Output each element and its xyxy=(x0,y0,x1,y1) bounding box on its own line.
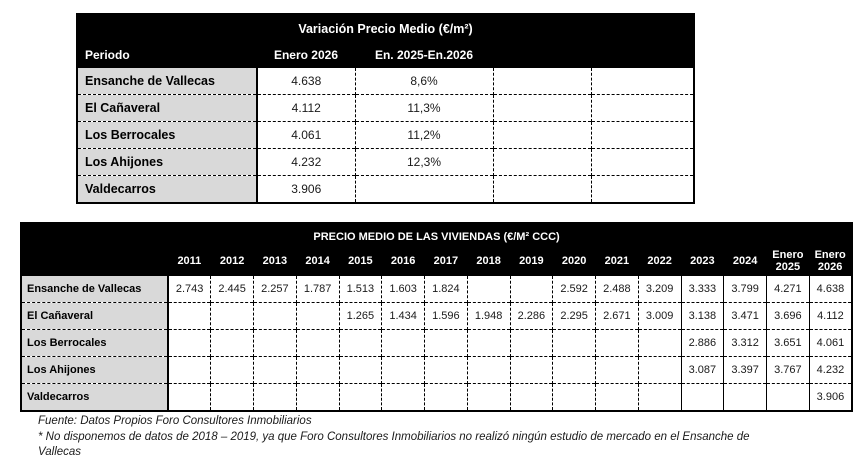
cell-value xyxy=(425,384,468,412)
cell-value xyxy=(767,384,810,412)
year-header: 2024 xyxy=(724,249,767,276)
year-header: 2013 xyxy=(254,249,297,276)
year-header: 2012 xyxy=(211,249,254,276)
cell-value: 2.257 xyxy=(254,276,297,303)
year-header: 2016 xyxy=(382,249,425,276)
row-label: Valdecarros xyxy=(77,176,257,204)
cell-value xyxy=(254,384,297,412)
cell-value xyxy=(553,357,596,384)
cell-value xyxy=(510,357,553,384)
row-label: Valdecarros xyxy=(21,384,168,412)
cell-value xyxy=(467,357,510,384)
cell-value: 4.638 xyxy=(257,68,355,95)
cell-value xyxy=(493,149,591,176)
cell-value: 1.787 xyxy=(296,276,339,303)
cell-value: 3.209 xyxy=(638,276,681,303)
cell-value: 1.513 xyxy=(339,276,382,303)
cell-value xyxy=(168,330,211,357)
cell-value: 4.271 xyxy=(767,276,810,303)
year-header: 2018 xyxy=(467,249,510,276)
row-label: Los Ahijones xyxy=(77,149,257,176)
cell-value xyxy=(596,384,639,412)
cell-value xyxy=(254,303,297,330)
table2-year-header-row xyxy=(21,249,852,276)
cell-value xyxy=(596,330,639,357)
table-row xyxy=(77,176,694,204)
footnote-block xyxy=(38,414,790,461)
year-header: 2023 xyxy=(681,249,724,276)
cell-value xyxy=(382,357,425,384)
cell-value xyxy=(254,357,297,384)
note-line: * No disponemos de datos de 2018 – 2019, ya que Foro Consultores Inmobiliarios no realizó ningún estudio de mercado en el Ensanche de Vallecas xyxy=(38,430,750,459)
cell-value xyxy=(591,95,694,122)
cell-value: 11,3% xyxy=(355,95,493,122)
cell-value xyxy=(168,384,211,412)
cell-value xyxy=(638,384,681,412)
cell-value xyxy=(296,357,339,384)
table1-col-variacion: En. 2025-En.2026 xyxy=(355,42,493,68)
cell-value: 4.638 xyxy=(809,276,852,303)
cell-value: 4.232 xyxy=(809,357,852,384)
cell-value xyxy=(493,122,591,149)
year-header: Enero 2026 xyxy=(809,249,852,276)
cell-value: 2.295 xyxy=(553,303,596,330)
cell-value xyxy=(553,384,596,412)
table-row xyxy=(21,276,852,303)
table-row xyxy=(21,303,852,330)
precio-medio-table xyxy=(20,222,853,412)
table1-title-row xyxy=(77,14,694,42)
cell-value: 3.906 xyxy=(257,176,355,204)
year-header: Enero 2025 xyxy=(767,249,810,276)
cell-value: 8,6% xyxy=(355,68,493,95)
cell-value xyxy=(596,357,639,384)
table-row xyxy=(77,149,694,176)
cell-value xyxy=(553,330,596,357)
cell-value xyxy=(339,384,382,412)
cell-value xyxy=(211,357,254,384)
cell-value xyxy=(638,330,681,357)
cell-value xyxy=(382,330,425,357)
cell-value xyxy=(467,276,510,303)
cell-value xyxy=(591,68,694,95)
row-label: Ensanche de Vallecas xyxy=(77,68,257,95)
table2-corner-cell xyxy=(21,249,168,276)
cell-value xyxy=(211,330,254,357)
table1-col-periodo: Periodo xyxy=(77,42,257,68)
cell-value: 11,2% xyxy=(355,122,493,149)
cell-value: 3.087 xyxy=(681,357,724,384)
cell-value: 4.061 xyxy=(257,122,355,149)
cell-value xyxy=(493,68,591,95)
table-row xyxy=(77,68,694,95)
row-label: Los Berrocales xyxy=(77,122,257,149)
cell-value: 1.434 xyxy=(382,303,425,330)
table2-title: PRECIO MEDIO DE LAS VIVIENDAS (€/M² CCC) xyxy=(21,223,852,249)
row-label: Ensanche de Vallecas xyxy=(21,276,168,303)
cell-value: 12,3% xyxy=(355,149,493,176)
table-row xyxy=(21,330,852,357)
cell-value: 3.767 xyxy=(767,357,810,384)
year-header: 2020 xyxy=(553,249,596,276)
cell-value: 3.333 xyxy=(681,276,724,303)
cell-value xyxy=(211,303,254,330)
cell-value: 1.948 xyxy=(467,303,510,330)
cell-value: 2.886 xyxy=(681,330,724,357)
cell-value: 3.312 xyxy=(724,330,767,357)
cell-value xyxy=(510,384,553,412)
cell-value xyxy=(382,384,425,412)
row-label: Los Ahijones xyxy=(21,357,168,384)
cell-value xyxy=(681,384,724,412)
table1-col-empty-1 xyxy=(493,42,591,68)
table-row xyxy=(77,122,694,149)
cell-value: 2.743 xyxy=(168,276,211,303)
cell-value: 2.592 xyxy=(553,276,596,303)
table1-col-empty-2 xyxy=(591,42,694,68)
cell-value: 2.488 xyxy=(596,276,639,303)
cell-value: 1.596 xyxy=(425,303,468,330)
cell-value xyxy=(591,149,694,176)
cell-value xyxy=(425,330,468,357)
cell-value: 2.445 xyxy=(211,276,254,303)
variacion-precio-table xyxy=(76,13,695,204)
cell-value: 2.671 xyxy=(596,303,639,330)
year-header: 2015 xyxy=(339,249,382,276)
cell-value: 3.651 xyxy=(767,330,810,357)
cell-value xyxy=(168,357,211,384)
cell-value: 2.286 xyxy=(510,303,553,330)
cell-value xyxy=(211,384,254,412)
table1-col-enero-2026: Enero 2026 xyxy=(257,42,355,68)
cell-value: 3.906 xyxy=(809,384,852,412)
cell-value xyxy=(591,176,694,204)
table1-header-row xyxy=(77,42,694,68)
cell-value xyxy=(254,330,297,357)
cell-value: 4.112 xyxy=(257,95,355,122)
cell-value xyxy=(425,357,468,384)
cell-value xyxy=(591,122,694,149)
table-row xyxy=(21,384,852,412)
row-label: El Cañaveral xyxy=(77,95,257,122)
cell-value: 3.138 xyxy=(681,303,724,330)
cell-value xyxy=(355,176,493,204)
cell-value xyxy=(467,330,510,357)
source-line: Fuente: Datos Propios Foro Consultores Inmobiliarios xyxy=(38,415,312,427)
table2-title-row xyxy=(21,223,852,249)
cell-value: 4.232 xyxy=(257,149,355,176)
row-label: El Cañaveral xyxy=(21,303,168,330)
cell-value xyxy=(467,384,510,412)
cell-value xyxy=(168,303,211,330)
cell-value xyxy=(296,384,339,412)
year-header: 2011 xyxy=(168,249,211,276)
cell-value: 3.397 xyxy=(724,357,767,384)
table-row xyxy=(77,95,694,122)
cell-value: 1.603 xyxy=(382,276,425,303)
cell-value: 3.471 xyxy=(724,303,767,330)
cell-value xyxy=(510,330,553,357)
year-header: 2017 xyxy=(425,249,468,276)
table1-title: Variación Precio Medio (€/m²) xyxy=(77,14,694,42)
cell-value: 4.061 xyxy=(809,330,852,357)
cell-value xyxy=(296,303,339,330)
cell-value: 1.824 xyxy=(425,276,468,303)
cell-value xyxy=(493,176,591,204)
cell-value xyxy=(493,95,591,122)
cell-value: 4.112 xyxy=(809,303,852,330)
table-row xyxy=(21,357,852,384)
cell-value: 1.265 xyxy=(339,303,382,330)
cell-value xyxy=(296,330,339,357)
cell-value xyxy=(638,357,681,384)
cell-value xyxy=(339,330,382,357)
year-header: 2021 xyxy=(596,249,639,276)
year-header: 2014 xyxy=(296,249,339,276)
cell-value: 3.696 xyxy=(767,303,810,330)
year-header: 2019 xyxy=(510,249,553,276)
year-header: 2022 xyxy=(638,249,681,276)
cell-value: 3.799 xyxy=(724,276,767,303)
cell-value xyxy=(339,357,382,384)
cell-value: 3.009 xyxy=(638,303,681,330)
cell-value xyxy=(510,276,553,303)
cell-value xyxy=(724,384,767,412)
row-label: Los Berrocales xyxy=(21,330,168,357)
